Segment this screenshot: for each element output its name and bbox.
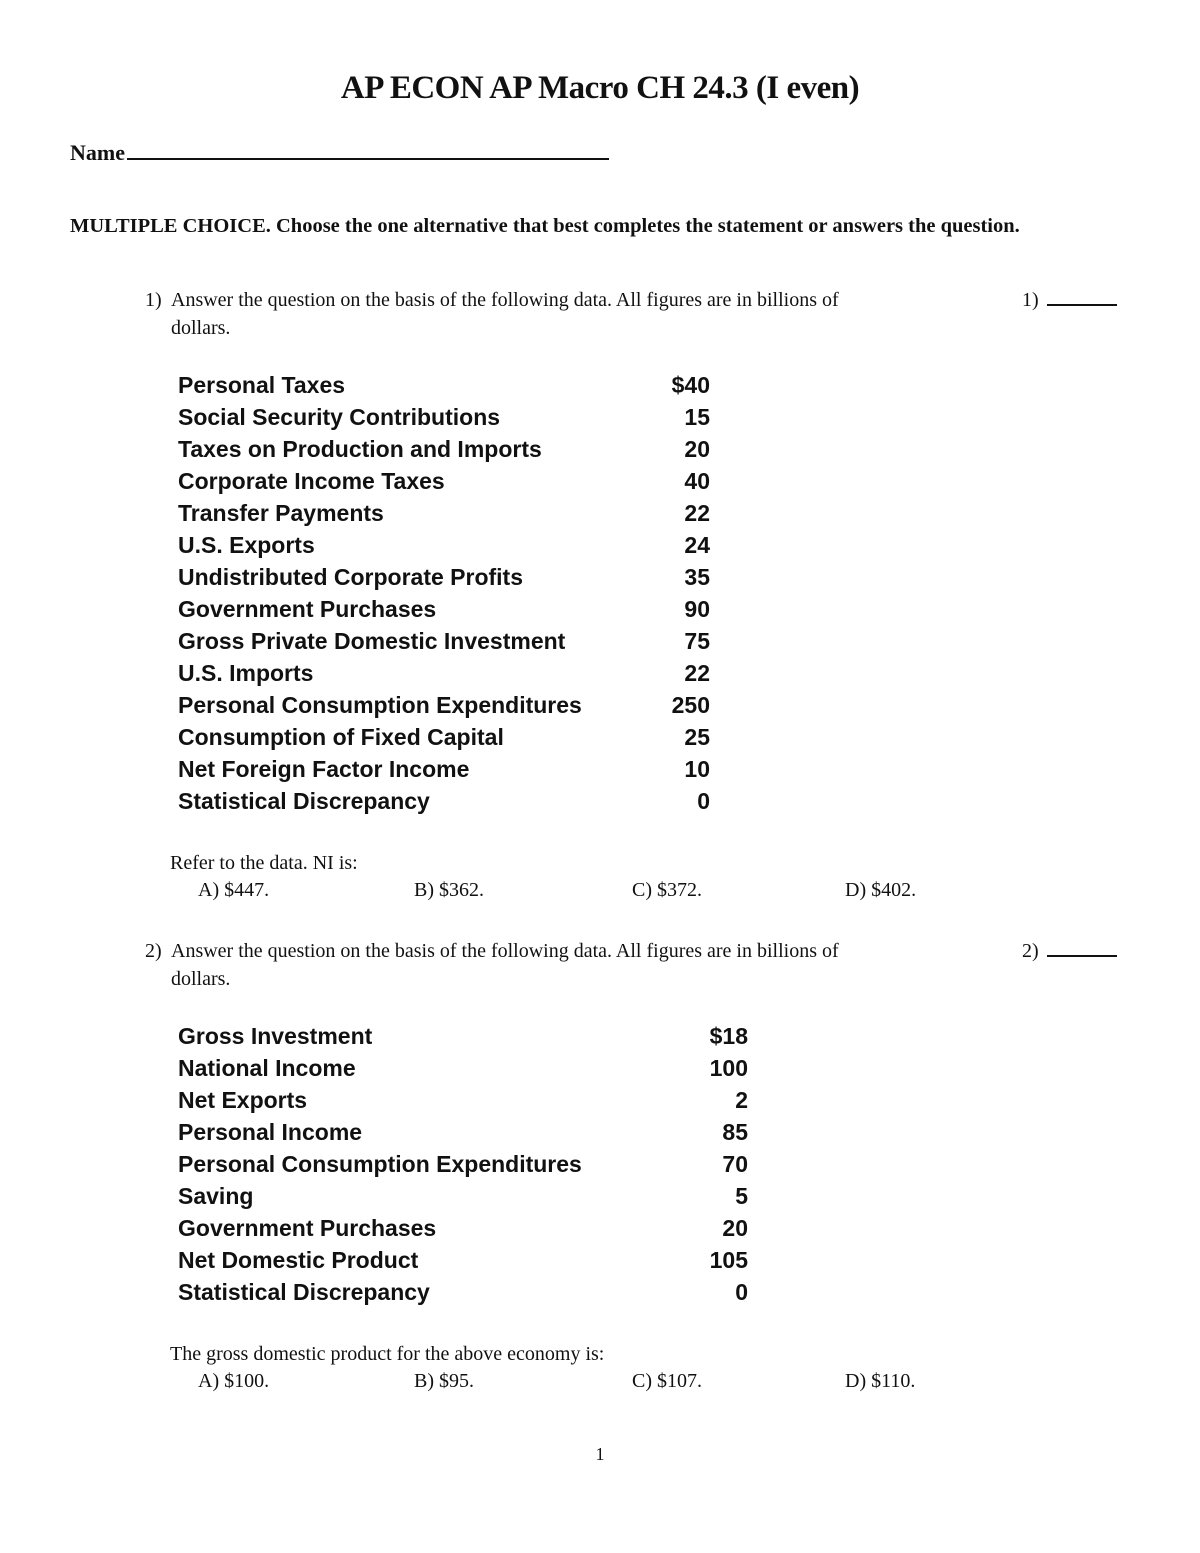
row-label: U.S. Exports	[178, 532, 315, 558]
instructions: MULTIPLE CHOICE. Choose the one alternative that best completes the statement or answers the question.	[70, 215, 1020, 237]
table-row	[178, 369, 710, 401]
table-row	[178, 465, 710, 497]
row-value: 85	[722, 1119, 748, 1145]
name-blank-line[interactable]	[127, 136, 609, 160]
question-1-answer-blank[interactable]	[1047, 286, 1117, 306]
question-1-choice-c[interactable]: C) $372.	[632, 879, 702, 901]
question-1-prompt-line2: dollars.	[171, 317, 231, 339]
row-value: 25	[684, 724, 710, 750]
row-value: 105	[709, 1247, 748, 1273]
row-label: Government Purchases	[178, 1215, 437, 1241]
question-1-choice-b[interactable]: B) $362.	[414, 879, 484, 901]
row-value: 90	[684, 596, 710, 622]
question-1-answer-label: 1)	[1022, 289, 1039, 311]
question-1-choice-a[interactable]: A) $447.	[198, 879, 270, 901]
table-row	[178, 561, 710, 593]
question-2-choice-b[interactable]: B) $95.	[414, 1370, 474, 1392]
row-value: 5	[735, 1183, 748, 1209]
row-value: 0	[697, 788, 710, 814]
table-row	[178, 1020, 748, 1052]
question-1-choices	[198, 876, 1098, 904]
table-row	[178, 433, 710, 465]
row-label: Saving	[178, 1183, 254, 1209]
table-row	[178, 657, 710, 689]
row-value: 40	[684, 468, 710, 494]
row-value: 70	[722, 1151, 748, 1177]
row-value: 20	[722, 1215, 748, 1241]
row-label: Personal Consumption Expenditures	[178, 692, 582, 718]
question-2-number: 2)	[145, 940, 162, 962]
row-label: Government Purchases	[178, 596, 437, 622]
question-2-prompt-line2: dollars.	[171, 968, 231, 990]
row-label: Net Foreign Factor Income	[178, 756, 470, 782]
row-value: 100	[709, 1055, 748, 1081]
page-number: 1	[595, 1444, 605, 1464]
row-label: Personal Consumption Expenditures	[178, 1151, 582, 1177]
row-value: 22	[684, 660, 710, 686]
row-label: Gross Private Domestic Investment	[178, 628, 566, 654]
name-label: Name	[70, 140, 125, 165]
row-label: Statistical Discrepancy	[178, 1279, 430, 1305]
table-row	[178, 785, 710, 817]
row-label: Personal Taxes	[178, 372, 346, 398]
question-1-stem: Refer to the data. NI is:	[170, 852, 358, 874]
table-row	[178, 593, 710, 625]
row-label: Gross Investment	[178, 1023, 373, 1049]
table-row	[178, 529, 710, 561]
row-label: Social Security Contributions	[178, 404, 501, 430]
row-label: Transfer Payments	[178, 500, 384, 526]
question-1-number: 1)	[145, 289, 162, 311]
page-title: AP ECON AP Macro CH 24.3 (I even)	[340, 70, 860, 106]
question-2-answer-slot	[1022, 937, 1117, 965]
question-2-choices	[198, 1367, 1098, 1395]
table-row	[178, 1084, 748, 1116]
table-row	[178, 497, 710, 529]
row-value: 20	[684, 436, 710, 462]
table-row	[178, 1244, 748, 1276]
question-2-stem: The gross domestic product for the above economy is:	[170, 1343, 605, 1365]
row-value: 22	[684, 500, 710, 526]
table-row	[178, 1180, 748, 1212]
table-row	[178, 625, 710, 657]
row-value: $18	[709, 1023, 748, 1049]
row-value: 0	[735, 1279, 748, 1305]
row-label: Undistributed Corporate Profits	[178, 564, 524, 590]
row-label: Statistical Discrepancy	[178, 788, 430, 814]
name-field-row	[70, 136, 609, 166]
row-value: 35	[684, 564, 710, 590]
row-value: $40	[671, 372, 710, 398]
row-label: Corporate Income Taxes	[178, 468, 445, 494]
table-row	[178, 1276, 748, 1308]
row-label: Taxes on Production and Imports	[178, 436, 542, 462]
question-2-choice-a[interactable]: A) $100.	[198, 1370, 270, 1392]
table-row	[178, 689, 710, 721]
row-label: Personal Income	[178, 1119, 363, 1145]
table-row	[178, 1116, 748, 1148]
table-row	[178, 753, 710, 785]
row-label: National Income	[178, 1055, 356, 1081]
question-2-answer-label: 2)	[1022, 940, 1039, 962]
row-value: 24	[684, 532, 710, 558]
question-2-choice-c[interactable]: C) $107.	[632, 1370, 702, 1392]
table-row	[178, 1212, 748, 1244]
row-value: 15	[684, 404, 710, 430]
row-value: 250	[671, 692, 710, 718]
row-value: 10	[684, 756, 710, 782]
row-label: U.S. Imports	[178, 660, 314, 686]
table-row	[178, 401, 710, 433]
question-2-data-table	[178, 1020, 748, 1308]
row-label: Net Exports	[178, 1087, 308, 1113]
question-1-answer-slot	[1022, 286, 1117, 314]
question-2-prompt	[145, 937, 975, 993]
question-1-prompt-line1: Answer the question on the basis of the following data. All figures are in billions of	[171, 289, 839, 311]
row-label: Consumption of Fixed Capital	[178, 724, 504, 750]
table-row	[178, 1148, 748, 1180]
table-row	[178, 1052, 748, 1084]
question-2-answer-blank[interactable]	[1047, 937, 1117, 957]
question-2-prompt-line1: Answer the question on the basis of the following data. All figures are in billions of	[171, 940, 839, 962]
row-value: 2	[735, 1087, 748, 1113]
question-1-choice-d[interactable]: D) $402.	[845, 879, 917, 901]
question-2-choice-d[interactable]: D) $110.	[845, 1370, 916, 1392]
question-1-data-table	[178, 369, 710, 817]
row-label: Net Domestic Product	[178, 1247, 419, 1273]
table-row	[178, 721, 710, 753]
row-value: 75	[684, 628, 710, 654]
question-1-prompt	[145, 286, 975, 342]
